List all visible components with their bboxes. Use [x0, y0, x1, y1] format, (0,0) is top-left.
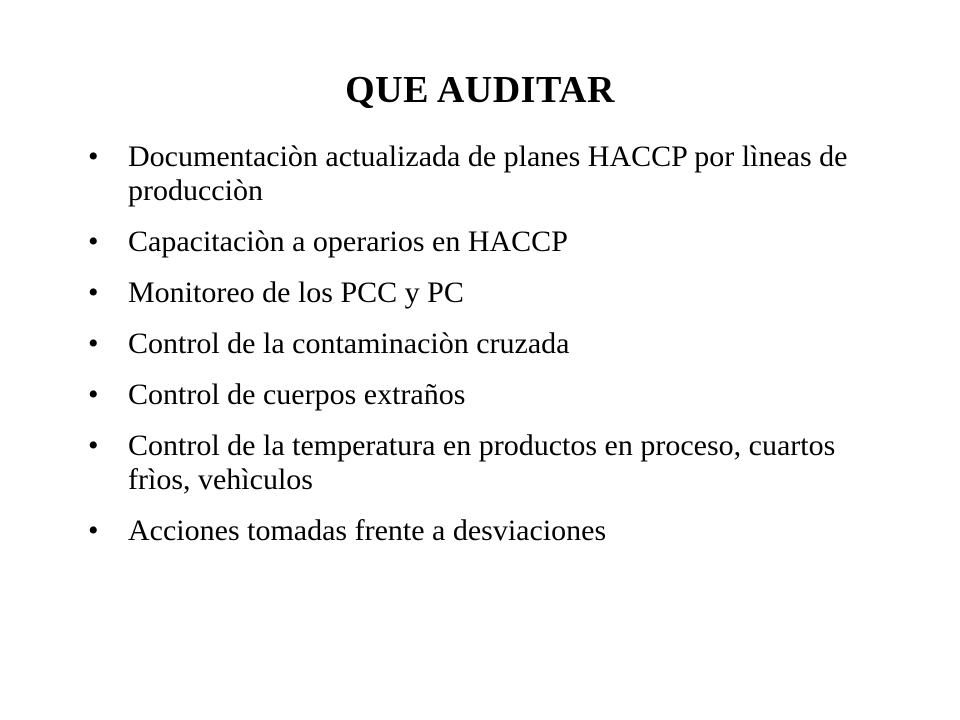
- bullet-dot-icon: •: [88, 225, 99, 258]
- bullet-dot-icon: •: [88, 378, 99, 411]
- bullet-text: Control de la contaminaciòn cruzada: [128, 327, 570, 360]
- bullet-dot-icon: •: [88, 140, 99, 173]
- bullet-text: Capacitaciòn a operarios en HACCP: [128, 225, 568, 258]
- bullet-text: Control de cuerpos extraños: [128, 378, 466, 411]
- bullet-text: Monitoreo de los PCC y PC: [128, 276, 464, 309]
- bullet-list: [88, 140, 888, 565]
- bullet-text: Acciones tomadas frente a desviaciones: [128, 514, 607, 547]
- bullet-item: [88, 327, 888, 361]
- bullet-dot-icon: •: [88, 276, 99, 309]
- bullet-text: Control de la temperatura en productos en proceso, cuartos frìos, vehìculos: [128, 429, 836, 496]
- bullet-item: [88, 225, 888, 259]
- bullet-item: [88, 514, 888, 548]
- bullet-text: Documentaciòn actualizada de planes HACCP por lìneas de producciòn: [128, 140, 848, 207]
- bullet-dot-icon: •: [88, 514, 99, 547]
- bullet-item: [88, 276, 888, 310]
- bullet-item: [88, 140, 888, 208]
- bullet-item: [88, 429, 888, 497]
- slide-title: QUE AUDITAR: [345, 69, 615, 111]
- bullet-item: [88, 378, 888, 412]
- bullet-dot-icon: •: [88, 429, 99, 462]
- bullet-dot-icon: •: [88, 327, 99, 360]
